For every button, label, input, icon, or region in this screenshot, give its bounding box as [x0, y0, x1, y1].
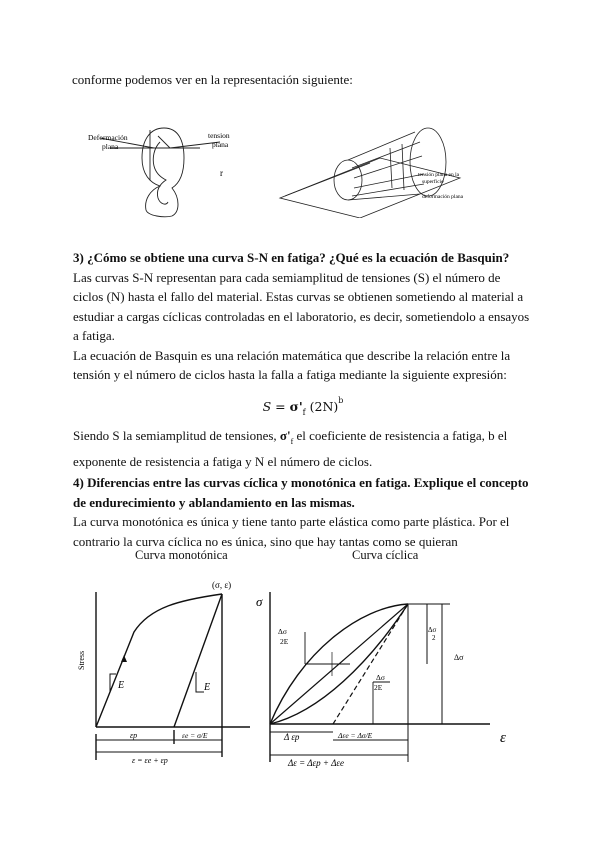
monotonic-eps-e: εe = σ/E — [182, 731, 208, 740]
cyclic-dsig-2e-bottom: 2E — [280, 637, 289, 646]
monotonic-y-label: Stress — [77, 650, 86, 670]
monotonic-E-right: E — [204, 682, 211, 693]
cyclic-d-eps-p: Δ εp — [284, 732, 300, 742]
plane-stress-label-1: tension — [208, 131, 230, 140]
dish-label-2: deformación plana — [422, 194, 464, 200]
up-arrow-icon — [121, 655, 127, 662]
r-label: r — [220, 168, 223, 178]
cyclic-dsig-2e2-bottom: 2E — [374, 683, 383, 692]
stress-state-figure — [80, 118, 520, 218]
caption-cyclic: Curva cíclica — [352, 548, 419, 562]
intro-text: conforme podemos ver en la representación siguiente: — [72, 72, 353, 87]
plane-strain-label-2: plana — [102, 142, 119, 151]
cyclic-dsig-2-top: Δσ — [428, 626, 437, 634]
stress-strain-figures — [70, 572, 540, 777]
section-3-heading: 3) ¿Cómo se obtiene una curva S-N en fatiga? ¿Qué es la ecuación de Basquin? — [73, 250, 510, 265]
plane-stress-label-2: plana — [212, 140, 229, 149]
section-4-heading: 4) Diferencias entre las curvas cíclica y monotónica en fatiga. Explique el concepto de endurecimiento y ablandamiento en las mismas. — [73, 475, 529, 510]
monotonic-chart — [96, 592, 250, 760]
cyclic-x-label: ε — [500, 730, 506, 746]
section-3-paragraph-1: Las curvas S-N representan para cada semiamplitud de tensiones (S) el número de ciclos (N) hasta el fallo del material. Estas curvas se obtienen sometiendo al material a estudiar a cargas cíclicas controladas en el laboratorio, es decir, sometiendolo a ensayos a fatiga. — [73, 269, 530, 343]
section-4 — [73, 473, 533, 551]
cyclic-dsig-2e2-top: Δσ — [376, 673, 385, 682]
dish-label-1a: tensión plana en la — [418, 172, 460, 178]
monotonic-point-label: (σ, ε) — [212, 580, 232, 590]
section-4-paragraph-1: La curva monotónica es única y tiene tanto parte elástica como parte plástica. Por el contrario la curva cíclica no es única, sino que hay tantas como se quieran — [73, 514, 510, 549]
basquin-formula: $S = \sigma'_f$ $(2N)^b$ — [262, 395, 344, 417]
caption-monotonic: Curva monotónica — [135, 548, 228, 562]
plane-strain-label-1: Deformación — [88, 133, 128, 142]
dish-label-1b: superficie — [422, 179, 444, 185]
cyclic-dsig-2-bottom: 2 — [432, 634, 436, 642]
cyclic-d-eps-total: Δε = Δεp + Δεe — [288, 758, 344, 768]
section-3-paragraph-2: La ecuación de Basquin es una relación matemática que describe la relación entre la tensión y el número de ciclos hasta la falla a fatiga mediante la siguiente expresión: — [73, 347, 511, 382]
section-3 — [73, 248, 533, 471]
monotonic-eps-total: ε = εe + εp — [132, 756, 168, 765]
monotonic-eps-p: εp — [130, 731, 138, 740]
cyclic-d-eps-e: Δεe = Δσ/E — [338, 731, 373, 740]
monotonic-E-left: E — [118, 680, 125, 691]
cyclic-dsig: Δσ — [454, 653, 464, 662]
section-3-paragraph-3: Siendo S la semiamplitud de tensiones, $\sigma'_f$ el coeficiente de resistencia a fatiga, b el exponente de resistencia a fatiga y N el número de ciclos. — [73, 428, 508, 469]
cyclic-dsig-2e-top: Δσ — [278, 627, 287, 636]
cyclic-y-label: σ — [256, 594, 263, 609]
